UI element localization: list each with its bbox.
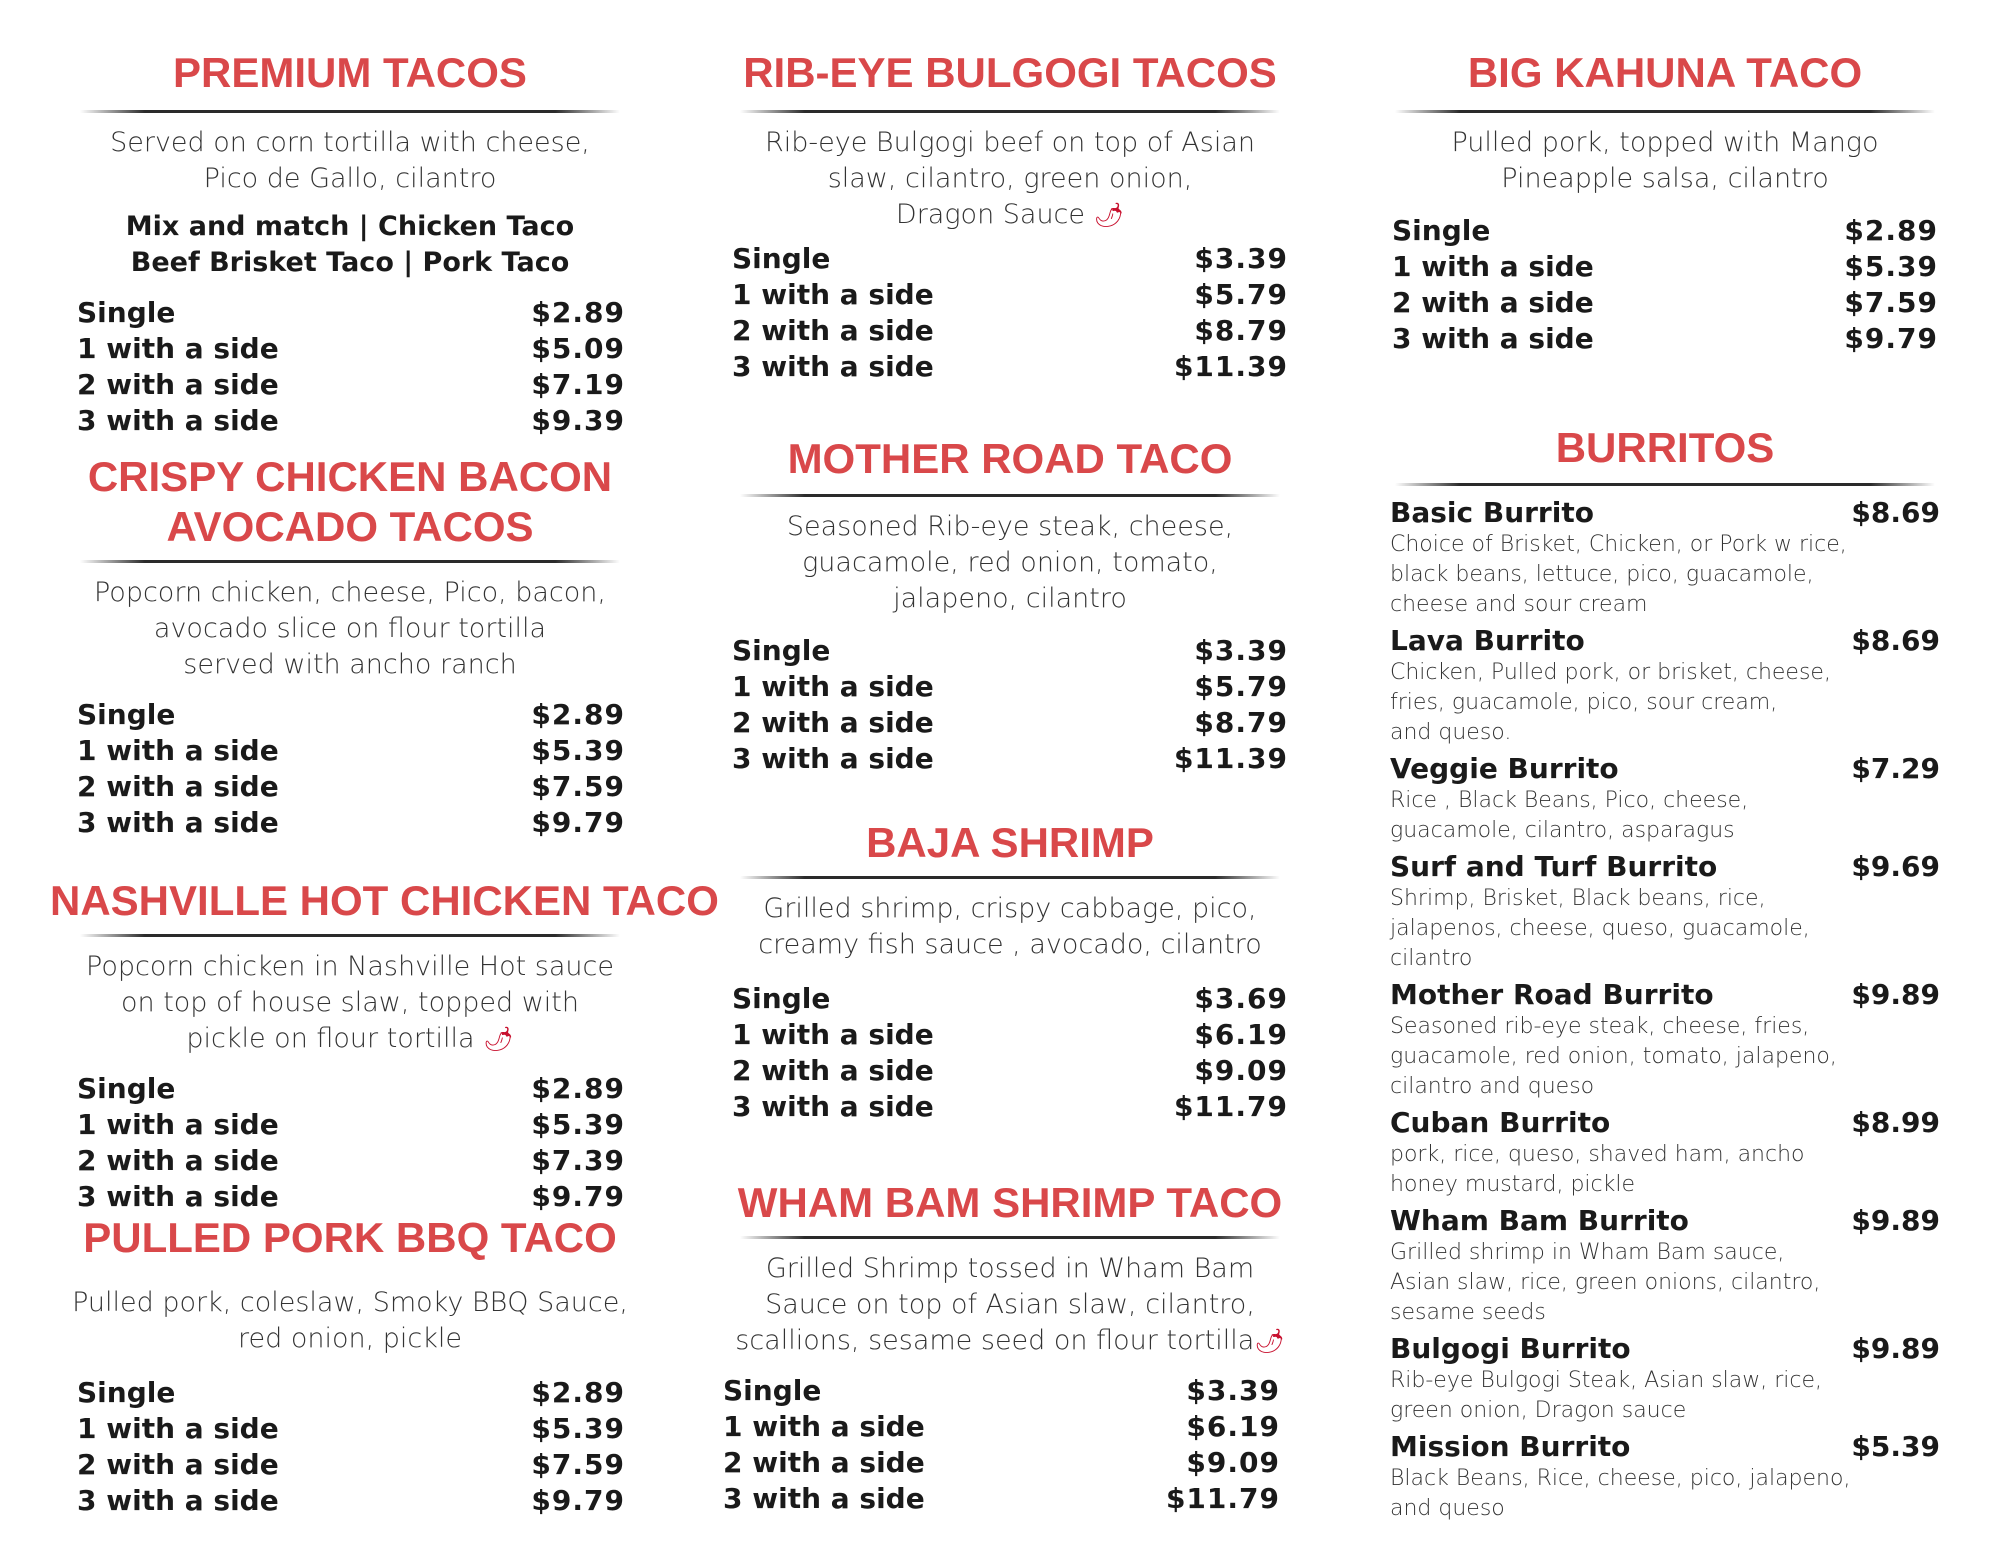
section-title: NASHVILLE HOT CHICKEN TACO	[50, 877, 719, 924]
chili-pepper-icon: 🌶	[1093, 201, 1125, 229]
section-title: BURRITOS	[1555, 424, 1775, 471]
price-row: 1 with a side $5.09	[77, 332, 625, 365]
section-title: BAJA SHRIMP	[866, 819, 1154, 866]
price-row: Single $2.89	[77, 698, 625, 731]
price-row: 1 with a side $5.39	[1392, 250, 1938, 283]
mix-and-match-note: Mix and match | Chicken Taco Beef Brisket Taco | Pork Taco	[125, 211, 575, 278]
price-row: Single $2.89	[77, 1072, 625, 1105]
price-row: 1 with a side $5.79	[732, 670, 1288, 703]
section-title: RIB-EYE BULGOGI TACOS	[743, 49, 1277, 96]
baja-shrimp-section	[730, 818, 1290, 1125]
price-row: 1 with a side $5.79	[732, 278, 1288, 311]
section-description: Seasoned Rib-eye steak, cheese, guacamole, red onion, tomato, jalapeno, cilantro	[786, 511, 1234, 614]
price-row: 3 with a side $11.39	[732, 742, 1288, 775]
section-description: Served on corn tortilla with cheese, Pico de Gallo, cilantro	[110, 127, 590, 194]
price-list	[732, 981, 1288, 1125]
burrito-item: Surf and Turf Burrito $9.69 Shrimp, Brisket, Black beans, rice, jalapenos, cheese, queso, guacamole, cilantro	[1390, 850, 1940, 971]
rib-eye-bulgogi-section	[730, 48, 1290, 385]
price-row: 2 with a side $8.79	[732, 706, 1288, 739]
divider	[740, 494, 1280, 497]
price-row: 3 with a side $9.79	[77, 1484, 625, 1517]
section-description: Pulled pork, coleslaw, Smoky BBQ Sauce, red onion, pickle	[72, 1287, 628, 1354]
price-row: Single $2.89	[1392, 214, 1938, 247]
burrito-item: Veggie Burrito $7.29 Rice , Black Beans, Pico, cheese, guacamole, cilantro, asparagus	[1390, 752, 1940, 843]
burrito-item: Cuban Burrito $8.99 pork, rice, queso, shaved ham, ancho honey mustard, pickle	[1390, 1106, 1940, 1197]
price-row: 1 with a side $6.19	[723, 1410, 1280, 1443]
burrito-item: Bulgogi Burrito $9.89 Rib-eye Bulgogi Steak, Asian slaw, rice, green onion, Dragon sauce	[1390, 1332, 1940, 1423]
section-description: Grilled shrimp, crispy cabbage, pico, creamy fish sauce , avocado, cilantro	[758, 893, 1262, 960]
section-description: Rib-eye Bulgogi beef on top of Asian slaw, cilantro, green onion, Dragon Sauce 🌶	[764, 127, 1256, 230]
burrito-list	[1390, 496, 1940, 1524]
divider	[1395, 483, 1935, 486]
price-row: 2 with a side $7.59	[77, 770, 625, 803]
price-list	[732, 241, 1288, 385]
price-row: 3 with a side $11.79	[723, 1482, 1280, 1515]
price-list	[1392, 213, 1938, 357]
price-row: 2 with a side $7.19	[77, 368, 625, 401]
price-row: 2 with a side $8.79	[732, 314, 1288, 347]
price-row: 2 with a side $9.09	[732, 1054, 1288, 1087]
crispy-chicken-section	[75, 452, 625, 841]
price-row: 1 with a side $5.39	[77, 1412, 625, 1445]
burrito-item: Mission Burrito $5.39 Black Beans, Rice, cheese, pico, jalapeno, and queso	[1390, 1430, 1940, 1521]
nashville-hot-section	[50, 876, 719, 1215]
price-row: 3 with a side $9.79	[77, 1180, 625, 1213]
section-title: PULLED PORK BBQ TACO	[83, 1214, 617, 1261]
pulled-pork-bbq-section	[50, 1213, 650, 1519]
section-description: Popcorn chicken in Nashville Hot sauce on top of house slaw, topped with pickle on flour tortilla 🌶	[86, 951, 614, 1054]
price-row: Single $3.39	[723, 1374, 1280, 1407]
divider	[740, 1236, 1280, 1239]
chili-pepper-icon: 🌶	[1254, 1327, 1285, 1355]
price-row: Single $3.39	[732, 634, 1288, 667]
chili-pepper-icon: 🌶	[483, 1025, 514, 1053]
price-row: 2 with a side $7.39	[77, 1144, 625, 1177]
divider	[80, 110, 620, 113]
price-list	[77, 1071, 625, 1215]
section-title: WHAM BAM SHRIMP TACO	[737, 1179, 1283, 1226]
divider	[740, 110, 1280, 113]
price-row: 3 with a side $9.79	[77, 806, 625, 839]
divider	[1395, 110, 1935, 113]
premium-tacos-section	[75, 48, 625, 439]
price-row: 3 with a side $9.79	[1392, 322, 1938, 355]
price-row: Single $2.89	[77, 1376, 625, 1409]
divider	[740, 876, 1280, 879]
price-row: 2 with a side $9.09	[723, 1446, 1280, 1479]
section-title: MOTHER ROAD TACO	[787, 435, 1233, 482]
section-title: BIG KAHUNA TACO	[1467, 49, 1863, 96]
wham-bam-shrimp-section	[715, 1178, 1305, 1517]
section-title: CRISPY CHICKEN BACON AVOCADO TACOS	[87, 453, 613, 550]
divider	[80, 560, 620, 563]
price-list	[723, 1373, 1280, 1517]
price-row: Single $3.39	[732, 242, 1288, 275]
big-kahuna-section	[1390, 48, 1940, 357]
divider	[80, 934, 620, 937]
price-row: Single $2.89	[77, 296, 625, 329]
price-row: 3 with a side $11.79	[732, 1090, 1288, 1123]
price-row: 3 with a side $11.39	[732, 350, 1288, 383]
section-title: PREMIUM TACOS	[173, 49, 527, 96]
price-list	[77, 1375, 625, 1519]
section-description: Pulled pork, topped with Mango Pineapple salsa, cilantro	[1451, 127, 1879, 194]
section-description: Grilled Shrimp tossed in Wham Bam Sauce on top of Asian slaw, cilantro, scallions, sesame seed on flour tortilla🌶	[735, 1253, 1285, 1356]
burrito-item: Lava Burrito $8.69 Chicken, Pulled pork, or brisket, cheese, fries, guacamole, pico, sour cream, and queso.	[1390, 624, 1940, 745]
burritos-section	[1390, 423, 1940, 1524]
price-row: 1 with a side $5.39	[77, 734, 625, 767]
burrito-item: Basic Burrito $8.69 Choice of Brisket, Chicken, or Pork w rice, black beans, lettuce, pico, guacamole, cheese and sour cream	[1390, 496, 1940, 617]
price-row: 2 with a side $7.59	[1392, 286, 1938, 319]
section-description: Popcorn chicken, cheese, Pico, bacon, avocado slice on flour tortilla served with ancho ranch	[93, 577, 606, 680]
burrito-item: Mother Road Burrito $9.89 Seasoned rib-eye steak, cheese, fries, guacamole, red onion, tomato, jalapeno, cilantro and queso	[1390, 978, 1940, 1099]
mother-road-section	[730, 434, 1290, 777]
price-list	[77, 697, 625, 841]
price-row: 3 with a side $9.39	[77, 404, 625, 437]
burrito-item: Wham Bam Burrito $9.89 Grilled shrimp in Wham Bam sauce, Asian slaw, rice, green onions, cilantro, sesame seeds	[1390, 1204, 1940, 1325]
price-list	[732, 633, 1288, 777]
price-row: 1 with a side $5.39	[77, 1108, 625, 1141]
price-row: 1 with a side $6.19	[732, 1018, 1288, 1051]
price-list	[77, 295, 625, 439]
price-row: 2 with a side $7.59	[77, 1448, 625, 1481]
price-row: Single $3.69	[732, 982, 1288, 1015]
